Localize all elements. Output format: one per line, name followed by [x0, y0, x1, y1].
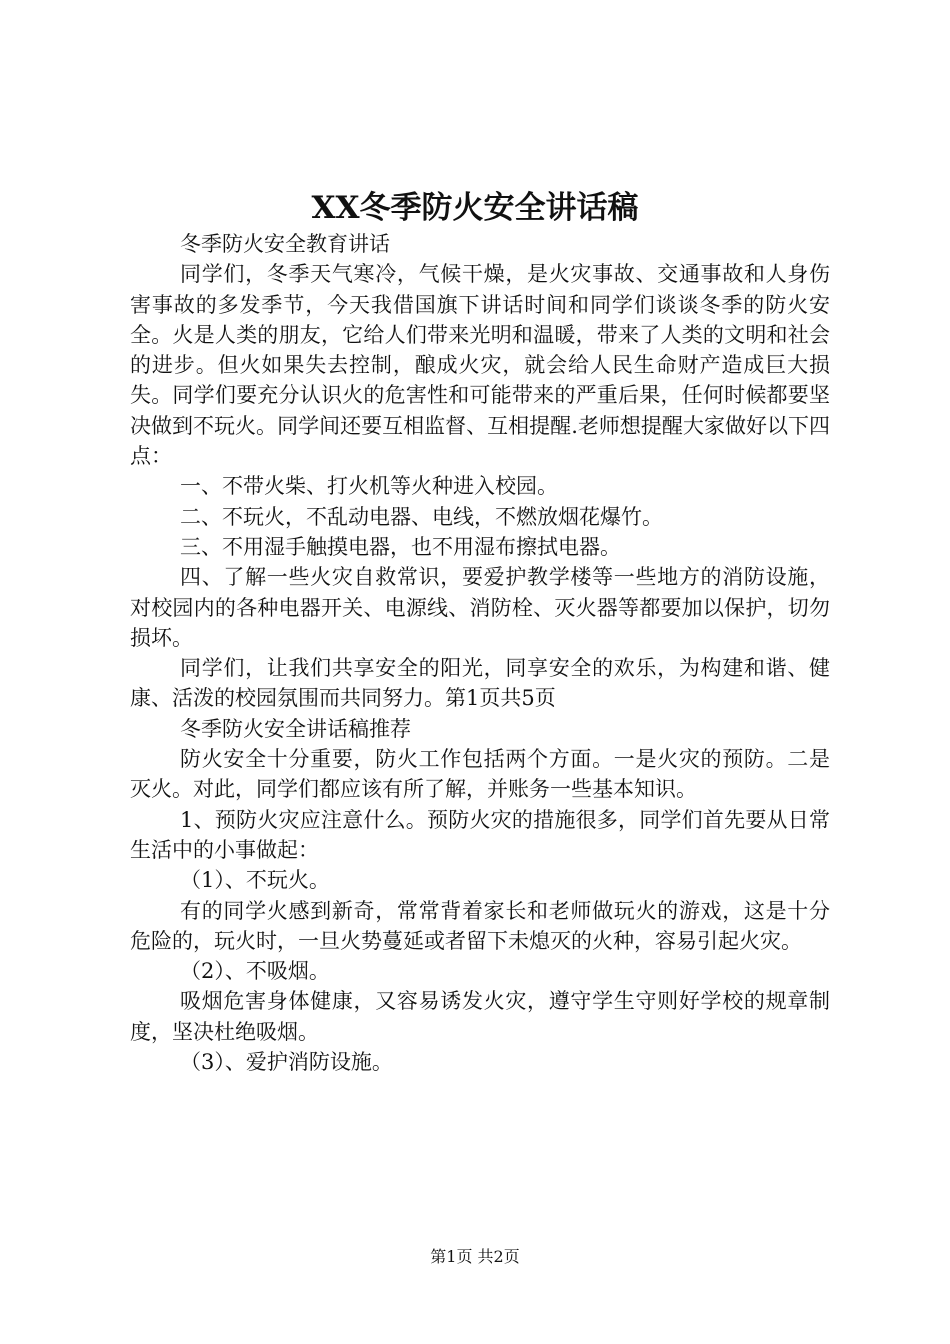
- document-title: XX冬季防火安全讲话稿: [311, 190, 639, 226]
- paragraph: 有的同学火感到新奇，常常背着家长和老师做玩火的游戏，这是十分危险的，玩火时，一旦火势蔓延或者留下未熄灭的火种，容易引起火灾。: [130, 898, 830, 953]
- page-number-footer: 第1页 共2页: [430, 1247, 520, 1266]
- paragraph-list-item: 二、不玩火，不乱动电器、电线，不燃放烟花爆竹。: [180, 504, 663, 529]
- paragraph: 防火安全十分重要，防火工作包括两个方面。一是火灾的预防。二是灭火。对此，同学们都应该有所了解，并账务一些基本知识。: [130, 747, 830, 802]
- paragraph-list-item: 三、不用湿手触摸电器，也不用湿布擦拭电器。: [180, 534, 621, 559]
- paragraph-list-item: （3）、爱护消防设施。: [180, 1050, 393, 1075]
- paragraph-list-item: 一、不带火柴、打火机等火种进入校园。: [180, 474, 558, 499]
- paragraph-list-item: （1）、不玩火。: [180, 868, 330, 893]
- paragraph: 同学们，冬季天气寒冷，气候干燥，是火灾事故、交通事故和人身伤害事故的多发季节，今天我借国旗下讲话时间和同学们谈谈冬季的防火安全。火是人类的朋友，它给人们带来光明和温暖，带来了人类的文明和社会的进步。但火如果失去控制，酿成火灾，就会给人民生命财产造成巨大损失。同学们要充分认识火的危害性和可能带来的严重后果，任何时候都要坚决做到不玩火。同学间还要互相监督、互相提醒.老师想提醒大家做好以下四点：: [130, 262, 830, 469]
- paragraph-list-item: （2）、不吸烟。: [180, 959, 330, 984]
- paragraph: 1、预防火灾应注意什么。预防火灾的措施很多，同学们首先要从日常生活中的小事做起：: [130, 807, 830, 862]
- paragraph-list-item: 四、了解一些火灾自救常识，要爱护教学楼等一些地方的消防设施，对校园内的各种电器开关、电源线、消防栓、灭火器等都要加以保护，切勿损坏。: [130, 565, 830, 650]
- paragraph-subtitle: 冬季防火安全教育讲话: [180, 232, 390, 256]
- paragraph: 吸烟危害身体健康，又容易诱发火灾，遵守学生守则好学校的规章制度，坚决杜绝吸烟。: [130, 989, 830, 1044]
- document-body: [130, 229, 830, 1077]
- paragraph-subtitle: 冬季防火安全讲话稿推荐: [180, 716, 411, 741]
- paragraph: 同学们，让我们共享安全的阳光，同享安全的欢乐，为构建和谐、健康、活泼的校园氛围而共同努力。第1页共5页: [130, 656, 830, 711]
